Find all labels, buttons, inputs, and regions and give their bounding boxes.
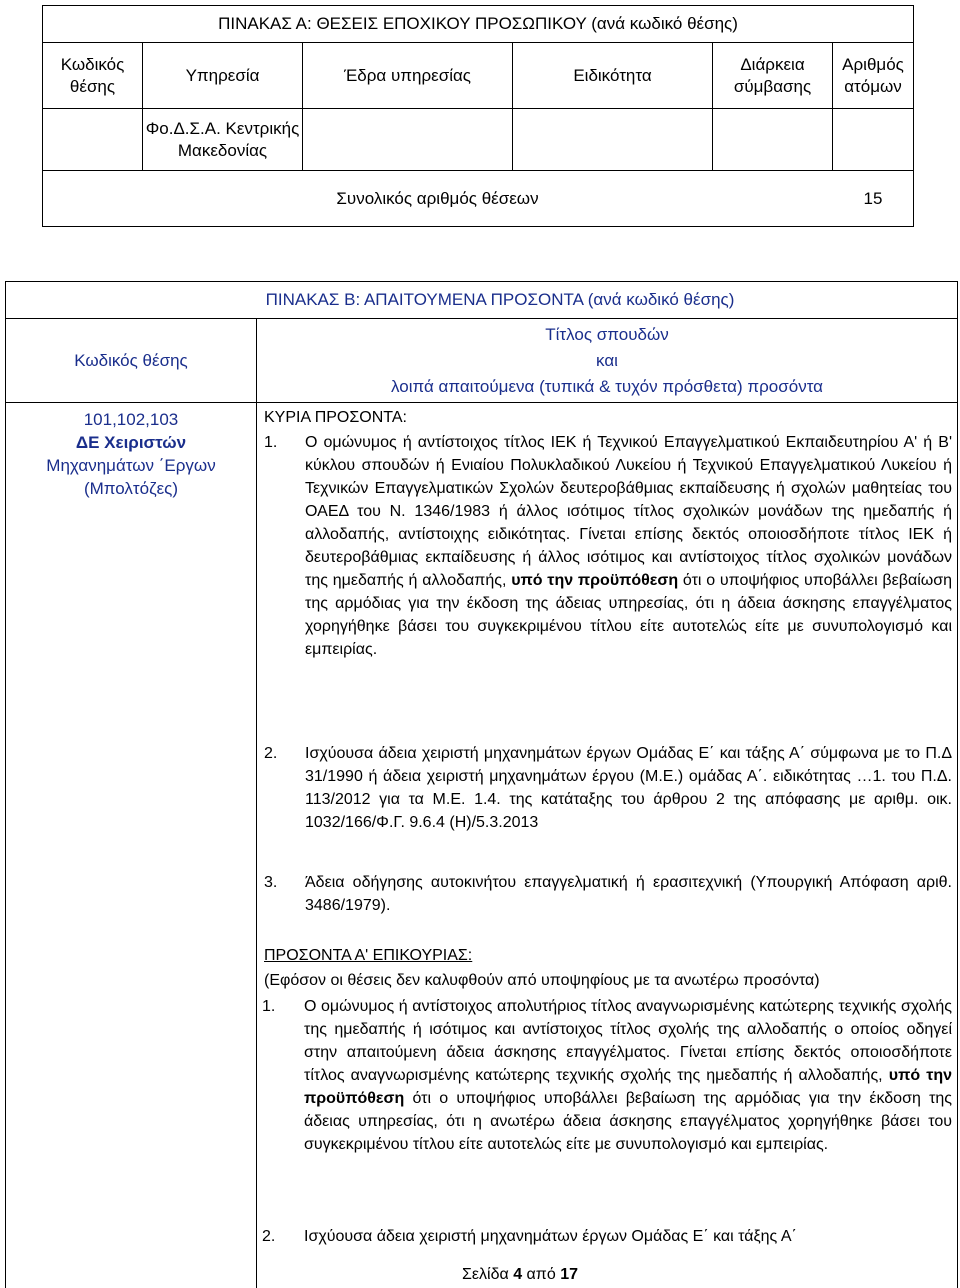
main-item-2-text: Ισχύουσα άδεια χειριστή μηχανημάτων έργων Ομάδας Ε΄ και τάξης Α΄ σύμφωνα με το Π.Δ 31/1990 ή άδεια χειριστή μηχανημάτων έργου (Μ.Ε.) ομάδας Α΄. ειδικότητας …1. του Π.Δ. 113/2012 για τα Μ.Ε. 1.4. της κατάταξης του άρθρου 2 της απόφασης με αριθμ. οικ. 1032/166/Φ.Γ. 9.6.4 (Η)/5.3.2013	[305, 745, 952, 831]
col-title-header	[257, 319, 957, 402]
position-code-numbers: 101,102,103	[83, 410, 179, 429]
col-code-header	[43, 43, 142, 108]
col-code-line1: Κωδικός	[60, 54, 125, 74]
col-code-b-text: Κωδικός θέσης	[74, 350, 188, 370]
col-service-text: Υπηρεσία	[185, 65, 260, 85]
total-label	[43, 171, 832, 226]
main-qualifications-heading	[264, 407, 407, 429]
col-seat-text: Έδρα υπηρεσίας	[343, 65, 472, 85]
main-item-1-number: 1.	[264, 434, 278, 451]
col-specialty-header	[513, 43, 712, 108]
table-a-title	[43, 6, 913, 42]
col-specialty-text: Ειδικότητα	[573, 65, 652, 85]
aux-item-2-text: Ισχύουσα άδεια χειριστή μηχανημάτων έργων Ομάδας Ε΄ και τάξης Α΄	[304, 1228, 797, 1245]
col-count-header	[833, 43, 913, 108]
col-duration-header	[713, 43, 832, 108]
service-line1: Φο.Δ.Σ.Α. Κεντρικής	[145, 118, 300, 138]
footer-page-word: Σελίδα	[462, 1266, 509, 1283]
total-label-text: Συνολικός αριθμός θέσεων	[336, 188, 539, 208]
service-cell	[143, 109, 302, 170]
footer-page-number: 4	[513, 1266, 523, 1283]
col-code-b-header	[6, 319, 256, 402]
position-code-specialty: Μηχανημάτων ΄Εργων	[46, 456, 216, 475]
col-seat-header	[303, 43, 512, 108]
service-line2: Μακεδονίας	[177, 140, 268, 160]
aux-note	[264, 970, 954, 992]
aux-qualifications-heading	[264, 945, 472, 967]
col-service-header	[143, 43, 302, 108]
aux-item-1-bold: υπό την προϋπόθεση	[304, 1067, 953, 1107]
main-item-1-part-b: ότι ο υποψήφιος υποβάλλει βεβαίωση της αρμόδιας για την έκδοση της άδειας υπηρεσίας, ότι η άδεια άσκησης επαγγέλματος χορηγήθηκε βάσει του συγκεκριμένου τίτλου είτε αυτοτελώς είτε με συνυπολογισμό και εμπειρίας.	[305, 572, 953, 658]
main-item-1-text	[305, 431, 952, 661]
col-duration-line2: σύμβασης	[733, 76, 812, 96]
position-code-type: (Μπολτόζες)	[83, 479, 179, 498]
col-title-line3: λοιπά απαιτούμενα (τυπικά & τυχόν πρόσθετα) προσόντα	[391, 376, 823, 396]
table-b-title	[210, 282, 790, 318]
col-duration-line1: Διάρκεια	[740, 54, 805, 74]
footer-of-word: από	[526, 1266, 556, 1283]
col-count-line1: Αριθμός	[842, 54, 904, 74]
total-value-text: 15	[863, 188, 883, 208]
main-item-3-number: 3.	[264, 874, 278, 891]
footer-page-total: 17	[560, 1266, 578, 1283]
col-title-line1: Τίτλος σπουδών	[545, 324, 669, 344]
main-heading-text: ΚΥΡΙΑ ΠΡΟΣΟΝΤΑ:	[264, 409, 407, 426]
main-item-1-part-a: Ο ομώνυμος ή αντίστοιχος τίτλος ΙΕΚ ή Τεχνικού Επαγγελματικού Εκπαιδευτηρίου Α' ή Β' κύκλου σπουδών ή Ενιαίου Πολυκλαδικού Λυκείου ή Τεχνικού Επαγγελματικού Λυκείου ή Τεχνικών Επαγγελματικών Σχολών δευτεροβάθμιας εκπαίδευσης ή σχολών μαθητείας του ΟΑΕΔ του Ν. 1346/1983 ή άλλος ισότιμος τίτλος σχολικών μονάδων της ημεδαπής ή αλλοδαπής, αντίστοιχης ειδικότητας. Γίνεται επίσης δεκτός οποιοσδήποτε τίτλος ΙΕΚ ή δευτεροβάθμιας εκπαίδευσης ή άλλος ισότιμος και αντίστοιχος τίτλος σχολικών μονάδων της ημεδαπής ή αλλοδαπής,	[305, 434, 952, 589]
main-item-1-bold: υπό την προϋπόθεση	[511, 572, 679, 589]
aux-note-text: (Εφόσον οι θέσεις δεν καλυφθούν από υποψηφίους με τα ανωτέρω προσόντα)	[264, 972, 820, 989]
aux-item-1-part-a: Ο ομώνυμος ή αντίστοιχος απολυτήριος τίτλος αναγνωρισμένης κατώτερης τεχνικής σχολής της ημεδαπής ή ισότιμος και αντίστοιχος τίτλος σχολής της αλλοδαπής ο οποίος οδηγεί στην απαιτούμενη άδεια άσκησης επαγγέλματος. Γίνεται επίσης δεκτός οποιοσδήποτε τίτλος αναγνωρισμένης κατώτερης τεχνικής σχολής της ημεδαπής ή αλλοδαπής,	[304, 998, 952, 1084]
position-code-cell	[6, 408, 256, 508]
col-title-line2: και	[596, 350, 618, 370]
aux-heading-text: ΠΡΟΣΟΝΤΑ Α' ΕΠΙΚΟΥΡΙΑΣ:	[264, 947, 473, 964]
main-item-2-number: 2.	[264, 745, 278, 762]
table-a-title-text: ΠΙΝΑΚΑΣ Α: ΘΕΣΕΙΣ ΕΠΟΧΙΚΟΥ ΠΡΟΣΩΠΙΚΟΥ (ανά κωδικό θέσης)	[218, 14, 738, 33]
page-footer	[0, 1264, 960, 1286]
total-value	[833, 171, 913, 226]
col-code-line2: θέσης	[69, 76, 116, 96]
table-b-title-text: ΠΙΝΑΚΑΣ Β: ΑΠΑΙΤΟΥΜΕΝΑ ΠΡΟΣΟΝΤΑ (ανά κωδικό θέσης)	[265, 290, 735, 309]
main-item-3-text: Άδεια οδήγησης αυτοκινήτου επαγγελματική ή ερασιτεχνική (Υπουργική Απόφαση αριθ. 3486/1979).	[305, 874, 952, 914]
position-code-title: ΔΕ Χειριστών	[75, 433, 187, 452]
aux-item-1-text	[304, 995, 952, 1156]
col-count-line2: ατόμων	[844, 76, 902, 96]
aux-item-2-number: 2.	[262, 1228, 276, 1245]
aux-item-1-number: 1.	[262, 998, 276, 1015]
aux-item-1-part-b: ότι ο υποψήφιος υποβάλλει βεβαίωση της αρμόδιας για την έκδοση της άδειας υπηρεσίας, ότι η ανωτέρω άδεια άσκησης επαγγέλματος χορηγήθηκε βάσει του συγκεκριμένου τίτλου είτε αυτοτελώς είτε με συνυπολογισμό και εμπειρίας.	[304, 1090, 952, 1153]
